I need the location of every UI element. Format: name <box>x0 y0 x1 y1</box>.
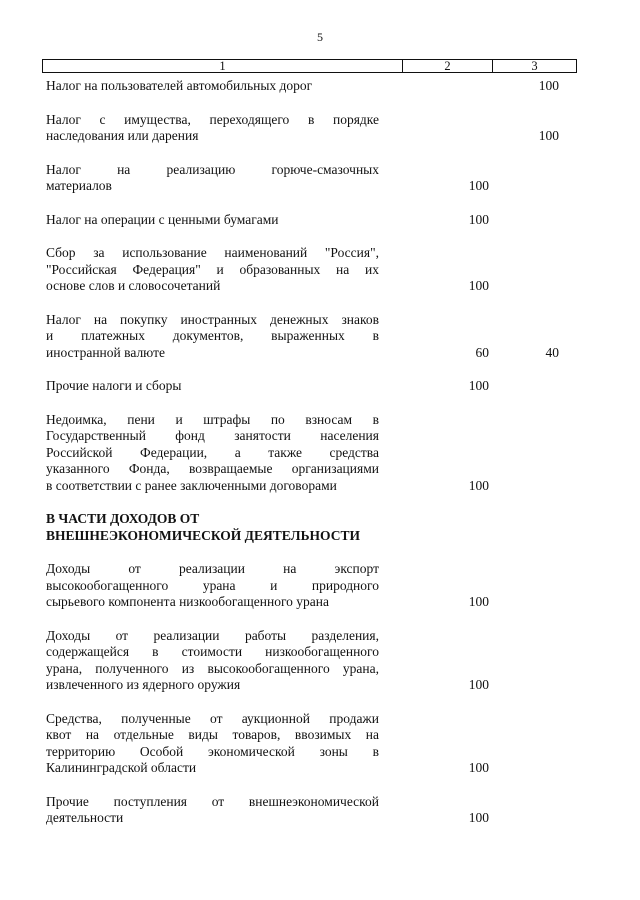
description-line: Доходы от реализации работы разделения, <box>46 627 379 643</box>
table-row <box>46 711 606 777</box>
section-heading <box>46 511 379 544</box>
table-row <box>46 212 606 229</box>
row-description <box>46 378 379 395</box>
description-line: указанного Фонда, возвращаемые организациями <box>46 461 379 476</box>
row-description <box>46 312 379 362</box>
row-description <box>46 561 379 611</box>
table-row <box>46 794 606 827</box>
col-2-value: 100 <box>468 278 489 293</box>
description-line: деятельности <box>46 810 124 825</box>
description-line: квот на отдельные виды товаров, ввозимых на <box>46 727 379 742</box>
table-row <box>46 511 606 544</box>
description-line: Средства, полученные от аукционной продажи <box>46 710 379 726</box>
col-2-value: 100 <box>468 378 489 393</box>
description-line: урана, полученного из высокообогащенного урана, <box>46 660 379 676</box>
description-line: и платежных документов, выраженных в <box>46 328 379 343</box>
description-line: в соответствии с ранее заключенными договорами <box>46 477 337 493</box>
col-2-value: 100 <box>468 810 489 825</box>
description-line: материалов <box>46 178 112 193</box>
table-row <box>46 378 606 395</box>
description-line: Налог на реализацию горюче-смазочных <box>46 161 379 177</box>
table-row <box>46 78 606 95</box>
description-line: Налог на пользователей автомобильных дорог <box>46 78 313 93</box>
description-line: извлеченного из ядерного оружия <box>46 677 241 692</box>
row-description <box>46 711 379 777</box>
table-row <box>46 628 606 694</box>
description-line: Государственный фонд занятости населения <box>46 428 379 443</box>
col-2-value: 100 <box>468 178 489 193</box>
table-row <box>46 112 606 145</box>
description-line: содержащейся в стоимости низкообогащенного <box>46 644 379 659</box>
table-row <box>46 312 606 362</box>
row-description <box>46 794 379 827</box>
header-col-1: 1 <box>43 60 403 72</box>
table-row <box>46 162 606 195</box>
description-line: Прочие налоги и сборы <box>46 378 182 393</box>
col-2-value: 100 <box>468 594 489 609</box>
table-body <box>46 78 606 844</box>
col-2-value: 60 <box>475 344 489 360</box>
col-3-value: 100 <box>538 78 559 93</box>
description-line: Недоимка, пени и штрафы по взносам в <box>46 411 379 427</box>
table-row <box>46 561 606 611</box>
row-description <box>46 78 379 95</box>
col-2-value: 100 <box>468 211 489 227</box>
col-2-value: 100 <box>468 760 489 775</box>
description-line: наследования или дарения <box>46 128 199 143</box>
description-line: Калининградской области <box>46 760 197 775</box>
table-row <box>46 245 606 295</box>
row-description <box>46 112 379 145</box>
table-header <box>42 59 577 73</box>
row-description <box>46 212 379 229</box>
description-line: высокообогащенного урана и природного <box>46 577 379 593</box>
row-description <box>46 628 379 694</box>
col-2-value: 100 <box>468 677 489 692</box>
col-3-value: 40 <box>545 344 559 360</box>
description-line: сырьевого компонента низкообогащенного урана <box>46 594 329 609</box>
row-description <box>46 412 379 495</box>
description-line: Сбор за использование наименований "Россия", <box>46 245 379 260</box>
description-line: В ЧАСТИ ДОХОДОВ ОТ <box>46 511 200 526</box>
description-line: Прочие поступления от внешнеэкономической <box>46 793 379 809</box>
description-line: ВНЕШНЕЭКОНОМИЧЕСКОЙ ДЕЯТЕЛЬНОСТИ <box>46 527 360 543</box>
description-line: Налог на операции с ценными бумагами <box>46 211 279 227</box>
description-line: Доходы от реализации на экспорт <box>46 561 379 576</box>
description-line: Налог на покупку иностранных денежных знаков <box>46 311 379 327</box>
description-line: иностранной валюте <box>46 344 165 360</box>
description-line: территорию Особой экономической зоны в <box>46 743 379 759</box>
row-description <box>46 162 379 195</box>
description-line: "Российская Федерация" и образованных на их <box>46 261 379 277</box>
row-description <box>46 245 379 295</box>
table-row <box>46 412 606 495</box>
header-col-2: 2 <box>403 60 493 72</box>
description-line: Российской Федерации, а также средства <box>46 444 379 460</box>
col-2-value: 100 <box>468 477 489 493</box>
page-number: 5 <box>317 30 323 44</box>
description-line: Налог с имущества, переходящего в порядке <box>46 111 379 127</box>
description-line: основе слов и словосочетаний <box>46 278 221 293</box>
col-3-value: 100 <box>538 128 559 143</box>
header-col-3: 3 <box>531 59 538 73</box>
